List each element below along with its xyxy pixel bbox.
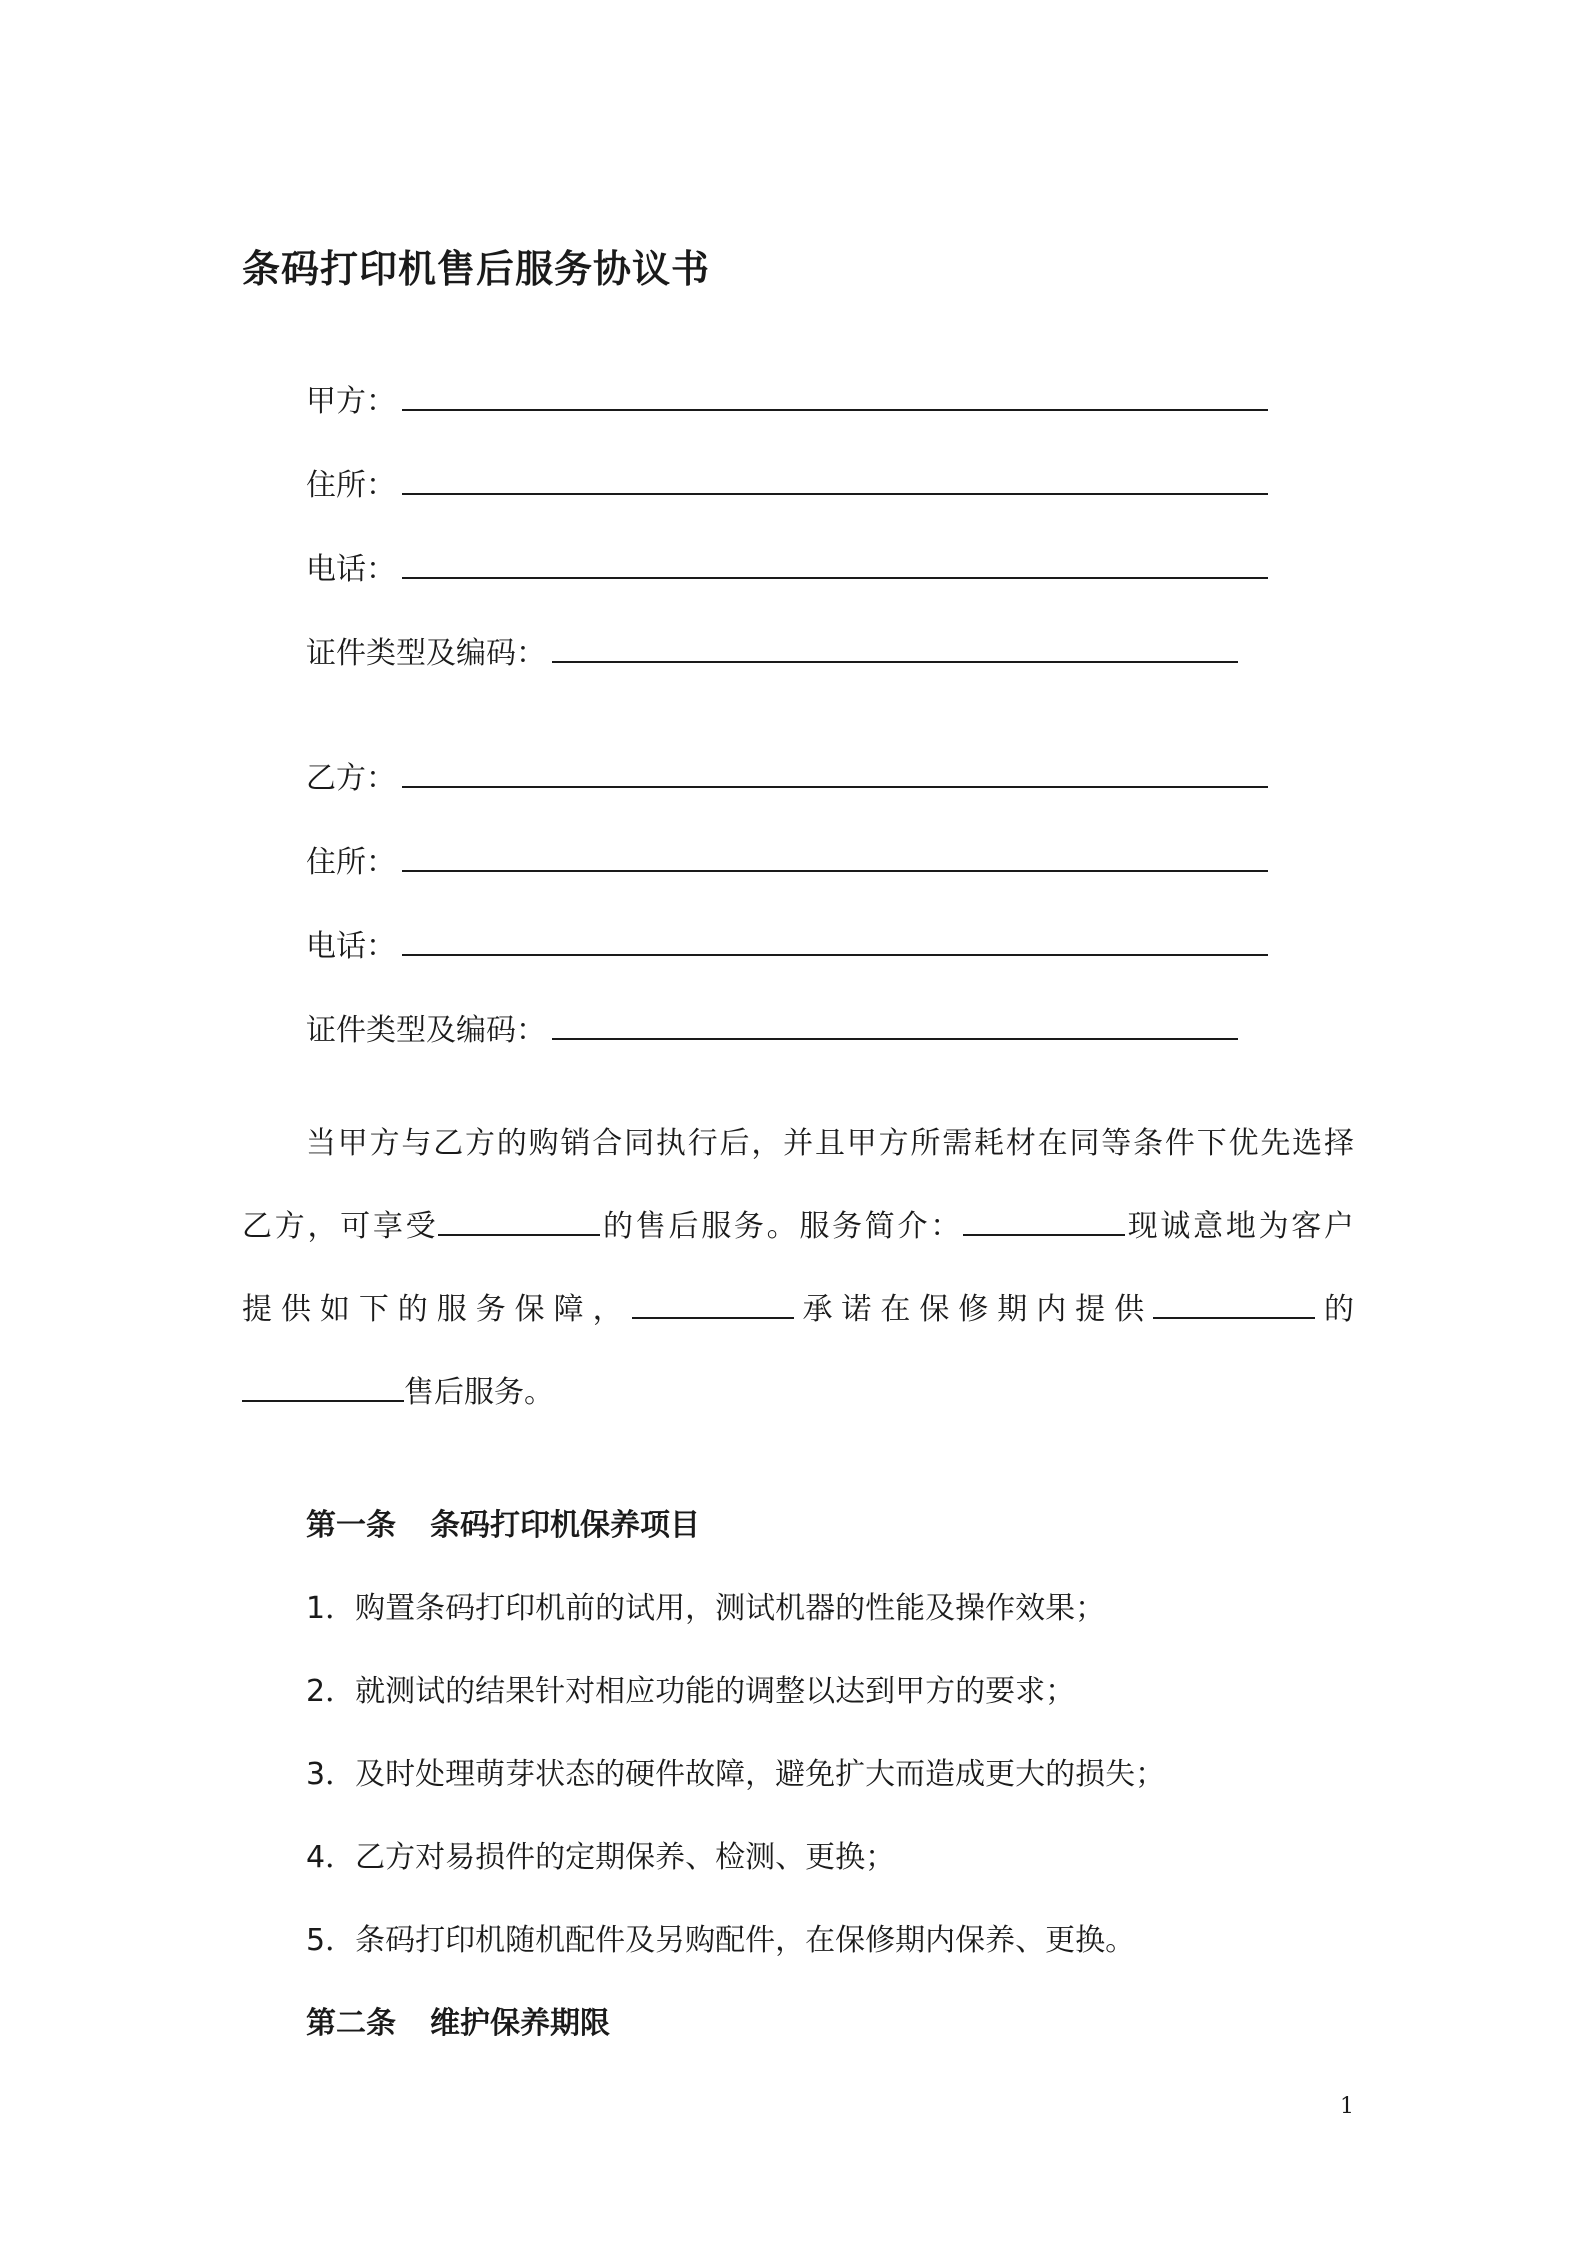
party-b-phone-label: 电话： <box>306 929 396 964</box>
list-item: 4．乙方对易损件的定期保养、检测、更换； <box>306 1840 896 1875</box>
list-item: 1．购置条码打印机前的试用，测试机器的性能及操作效果； <box>306 1591 1106 1626</box>
party-b-id-label: 证件类型及编码： <box>306 1013 546 1048</box>
article-1-heading <box>306 1500 700 1544</box>
party-a-name-blank <box>402 387 1268 411</box>
party-a-id-field <box>306 628 1238 672</box>
intro-line-4: 售后服务。 <box>242 1351 1354 1434</box>
list-item: 5．条码打印机随机配件及另购配件，在保修期内保养、更换。 <box>306 1923 1136 1958</box>
party-b-id-field <box>306 1005 1238 1049</box>
blank-service-type <box>242 1378 404 1402</box>
party-a-address-field <box>306 460 1268 504</box>
article-2-heading <box>306 1998 610 2042</box>
article-2-number: 第二条 <box>306 2006 396 2041</box>
page-number: 1 <box>1340 2094 1354 2119</box>
blank-warranty-term <box>1153 1295 1315 1319</box>
party-a-address-blank <box>402 471 1268 495</box>
party-b-id-blank <box>552 1016 1238 1040</box>
party-b-phone-blank <box>402 932 1268 956</box>
article-1-number: 第一条 <box>306 1508 396 1543</box>
party-a-id-blank <box>552 639 1238 663</box>
party-b-address-field <box>306 837 1268 881</box>
party-b-name-field <box>306 753 1268 797</box>
party-b-name-blank <box>402 764 1268 788</box>
intro-line-2: 乙方，可享受 的售后服务。服务简介： 现诚意地为客户 <box>242 1209 1355 1244</box>
party-a-phone-blank <box>402 555 1268 579</box>
party-a-name-label: 甲方： <box>306 384 396 419</box>
party-a-phone-label: 电话： <box>306 552 396 587</box>
party-b-address-blank <box>402 848 1268 872</box>
party-a-address-label: 住所： <box>306 468 396 503</box>
party-b-name-label: 乙方： <box>306 761 396 796</box>
party-b-address-label: 住所： <box>306 845 396 880</box>
document-title: 条码打印机售后服务协议书 <box>242 247 711 291</box>
blank-service-intro <box>963 1212 1125 1236</box>
blank-service-level <box>438 1212 600 1236</box>
intro-line-1: 当甲方与乙方的购销合同执行后，并且甲方所需耗材在同等条件下优先选择 <box>306 1126 1354 1161</box>
blank-provider <box>632 1295 794 1319</box>
party-a-name-field <box>306 376 1268 420</box>
party-a-phone-field <box>306 544 1268 588</box>
article-1-title: 条码打印机保养项目 <box>430 1508 700 1543</box>
list-item: 2．就测试的结果针对相应功能的调整以达到甲方的要求； <box>306 1674 1076 1709</box>
intro-line-3: 提供如下的服务保障， 承诺在保修期内提供 的 <box>242 1292 1355 1327</box>
party-b-phone-field <box>306 921 1268 965</box>
party-a-id-label: 证件类型及编码： <box>306 636 546 671</box>
list-item: 3．及时处理萌芽状态的硬件故障，避免扩大而造成更大的损失； <box>306 1757 1166 1792</box>
intro-paragraph <box>242 1102 1354 1434</box>
article-2-title: 维护保养期限 <box>430 2006 610 2041</box>
